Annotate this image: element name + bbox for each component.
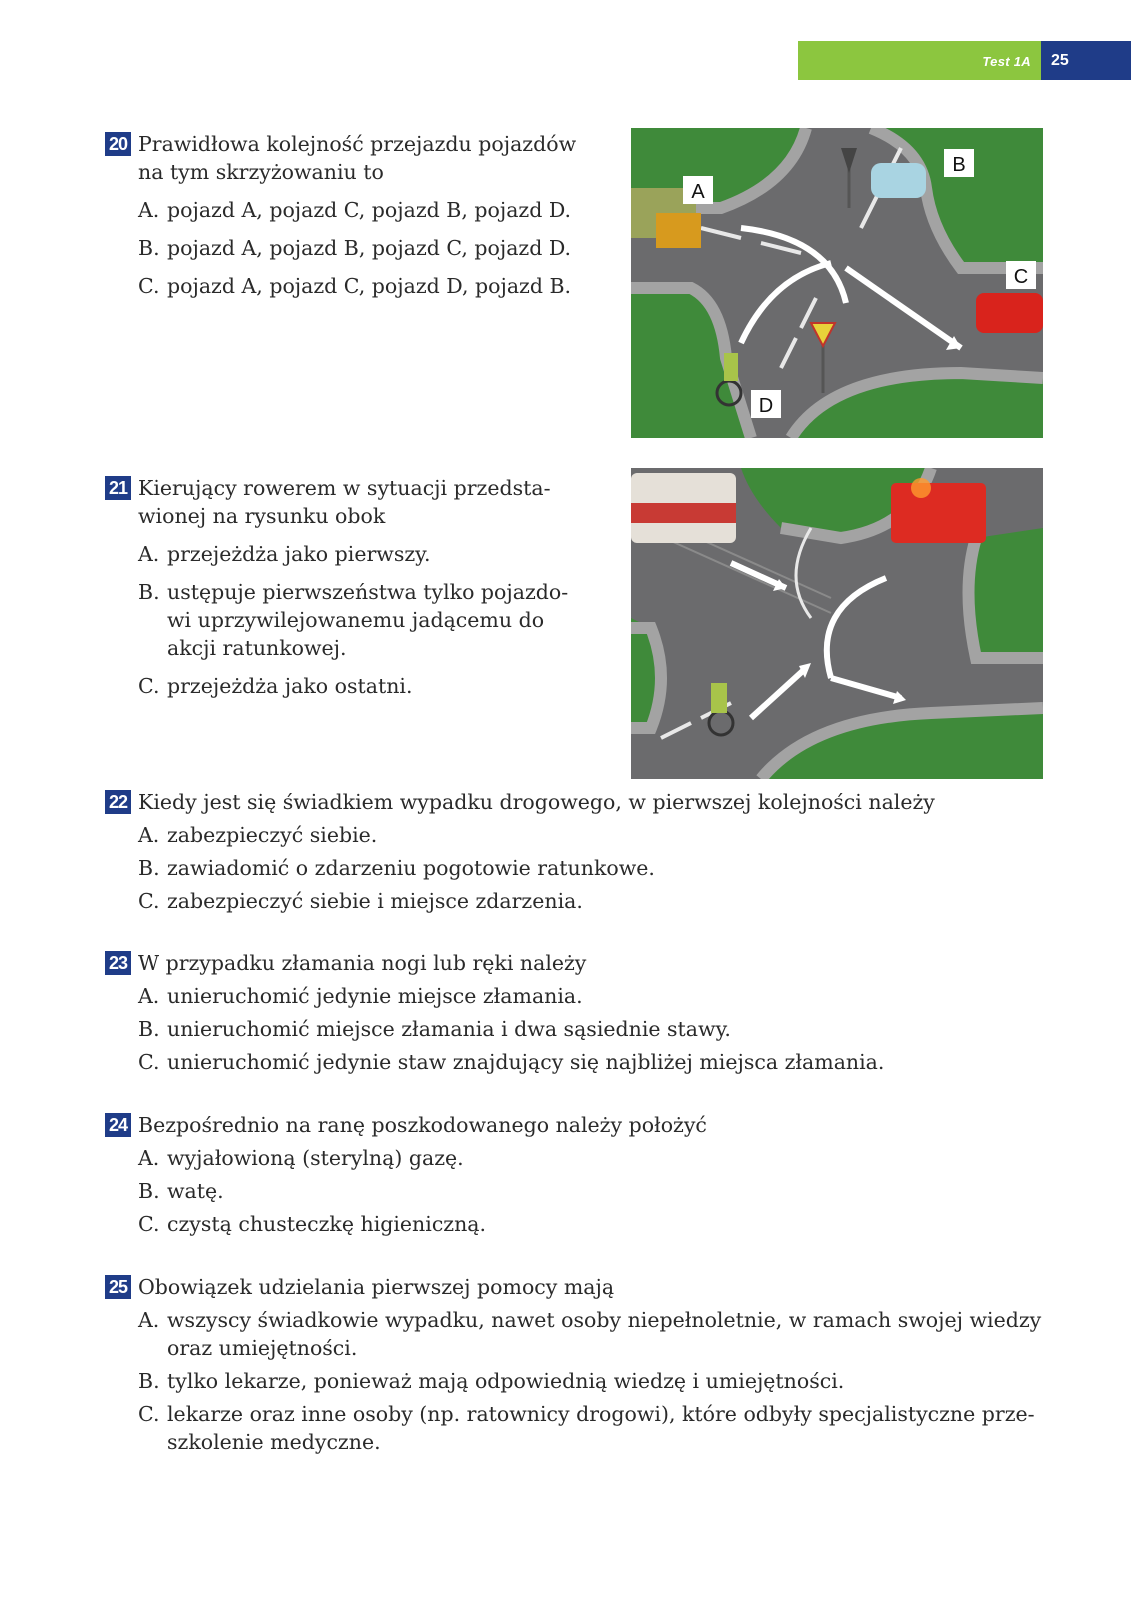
answer-text-line: szkolenie medyczne.: [167, 1430, 381, 1454]
question-22: [105, 788, 1065, 915]
answer-option-c[interactable]: [138, 272, 605, 300]
answer-letter: C.: [138, 674, 160, 698]
question-number-badge: 21: [105, 476, 131, 500]
label-c: C: [1013, 266, 1029, 288]
answer-text: tylko lekarze, ponieważ mają odpowiednią wiedzę i umiejętności.: [167, 1369, 845, 1393]
answer-letter: B.: [138, 856, 160, 880]
answer-option-a[interactable]: [138, 1144, 1065, 1172]
answer-text: unieruchomić jedynie miejsce złamania.: [167, 984, 583, 1008]
answer-text: wyjałowioną (sterylną) gazę.: [167, 1146, 464, 1170]
question-25: [105, 1273, 1065, 1456]
car-b: [871, 163, 926, 198]
car-c: [976, 293, 1043, 333]
question-text-line: wionej na rysunku obok: [138, 504, 386, 528]
answer-option-b[interactable]: [138, 234, 605, 262]
answer-option-a[interactable]: [138, 821, 1065, 849]
question-stem: [105, 130, 605, 186]
question-number-badge: 22: [105, 790, 131, 814]
fire-engine: [891, 483, 986, 543]
question-stem: [105, 1273, 1065, 1301]
answer-text: unieruchomić miejsce złamania i dwa sąsiednie stawy.: [167, 1017, 731, 1041]
question-text-line: Kierujący rowerem w sytuacji przedsta-: [138, 476, 551, 500]
answer-option-c[interactable]: [138, 1400, 1065, 1456]
answer-text-line: akcji ratunkowej.: [167, 636, 347, 660]
question-text-line: na tym skrzyżowaniu to: [138, 160, 384, 184]
answer-letter: A.: [138, 1308, 160, 1332]
answer-text-line: wi uprzywilejowanemu jadącemu do: [167, 608, 545, 632]
question-number-badge: 25: [105, 1275, 131, 1299]
answer-option-a[interactable]: [138, 1306, 1065, 1362]
intersection-illustration-21: [631, 468, 1043, 779]
answer-option-a[interactable]: [138, 982, 1065, 1010]
answer-option-c[interactable]: [138, 887, 1065, 915]
answer-text: pojazd A, pojazd B, pojazd C, pojazd D.: [167, 236, 572, 260]
answer-text: pojazd A, pojazd C, pojazd D, pojazd B.: [167, 274, 572, 298]
intersection-drawing: [631, 128, 1043, 438]
answer-letter: C.: [138, 1050, 160, 1074]
answer-text-line: lekarze oraz inne osoby (np. ratownicy drogowi), które odbyły specjalistyczne prze-: [167, 1402, 1035, 1426]
answer-text: pojazd A, pojazd C, pojazd B, pojazd D.: [167, 198, 572, 222]
intersection-illustration-20: [631, 128, 1043, 438]
question-text: W przypadku złamania nogi lub ręki należy: [138, 951, 587, 975]
answer-letter: B.: [138, 580, 160, 604]
answer-letter: A.: [138, 1146, 160, 1170]
question-number-badge: 20: [105, 132, 131, 156]
answer-text: przejeżdża jako pierwszy.: [167, 542, 431, 566]
answer-option-c[interactable]: [138, 1210, 1065, 1238]
answer-option-b[interactable]: [138, 1367, 1065, 1395]
answer-text: zabezpieczyć siebie.: [167, 823, 378, 847]
answer-letter: A.: [138, 542, 160, 566]
answer-text-line: oraz umiejętności.: [167, 1336, 358, 1360]
answer-text: zawiadomić o zdarzeniu pogotowie ratunkowe.: [167, 856, 655, 880]
question-23: [105, 949, 1065, 1076]
answer-option-b[interactable]: [138, 578, 605, 662]
question-text: Obowiązek udzielania pierwszej pomocy mają: [138, 1275, 615, 1299]
answer-letter: A.: [138, 198, 160, 222]
answer-letter: C.: [138, 1212, 160, 1236]
answer-option-a[interactable]: [138, 196, 605, 224]
question-text: Kiedy jest się świadkiem wypadku drogowego, w pierwszej kolejności należy: [138, 790, 935, 814]
answer-text: czystą chusteczkę higieniczną.: [167, 1212, 487, 1236]
answer-text-line: wszyscy świadkowie wypadku, nawet osoby niepełnoletnie, w ramach swojej wiedzy: [167, 1308, 1042, 1332]
question-20: [105, 130, 605, 300]
answer-letter: A.: [138, 984, 160, 1008]
answer-text: zabezpieczyć siebie i miejsce zdarzenia.: [167, 889, 583, 913]
answer-text: watę.: [167, 1179, 224, 1203]
label-d: D: [758, 395, 774, 417]
answer-letter: C.: [138, 274, 160, 298]
question-21: [105, 474, 605, 700]
answer-option-b[interactable]: [138, 1177, 1065, 1205]
label-b: B: [952, 154, 966, 176]
question-stem: [105, 788, 1065, 816]
answer-text: unieruchomić jedynie staw znajdujący się najbliżej miejsca złamania.: [167, 1050, 885, 1074]
answer-letter: C.: [138, 889, 160, 913]
answer-letter: B.: [138, 1017, 160, 1041]
answer-letter: A.: [138, 823, 160, 847]
answer-option-c[interactable]: [138, 1048, 1065, 1076]
question-text: Bezpośrednio na ranę poszkodowanego należy położyć: [138, 1113, 707, 1137]
answer-option-b[interactable]: [138, 854, 1065, 882]
answer-text-line: ustępuje pierwszeństwa tylko pojazdo-: [167, 580, 569, 604]
answer-letter: B.: [138, 1369, 160, 1393]
question-24: [105, 1111, 1065, 1238]
question-number-badge: 24: [105, 1113, 131, 1137]
question-stem: [105, 1111, 1065, 1139]
label-a: A: [691, 181, 705, 203]
question-stem: [105, 949, 1065, 977]
answer-option-b[interactable]: [138, 1015, 1065, 1043]
intersection-drawing: [631, 468, 1043, 779]
header-test-tab: [798, 41, 1041, 80]
answer-option-c[interactable]: [138, 672, 605, 700]
answer-option-a[interactable]: [138, 540, 605, 568]
header-page-tab: [1041, 41, 1131, 80]
question-stem: [105, 474, 605, 530]
page-number: 25: [1051, 52, 1069, 69]
answer-letter: B.: [138, 236, 160, 260]
answer-text: przejeżdża jako ostatni.: [167, 674, 413, 698]
question-text-line: Prawidłowa kolejność przejazdu pojazdów: [138, 132, 577, 156]
answer-letter: B.: [138, 1179, 160, 1203]
answer-letter: C.: [138, 1402, 160, 1426]
test-label: Test 1A: [982, 54, 1031, 69]
question-number-badge: 23: [105, 951, 131, 975]
